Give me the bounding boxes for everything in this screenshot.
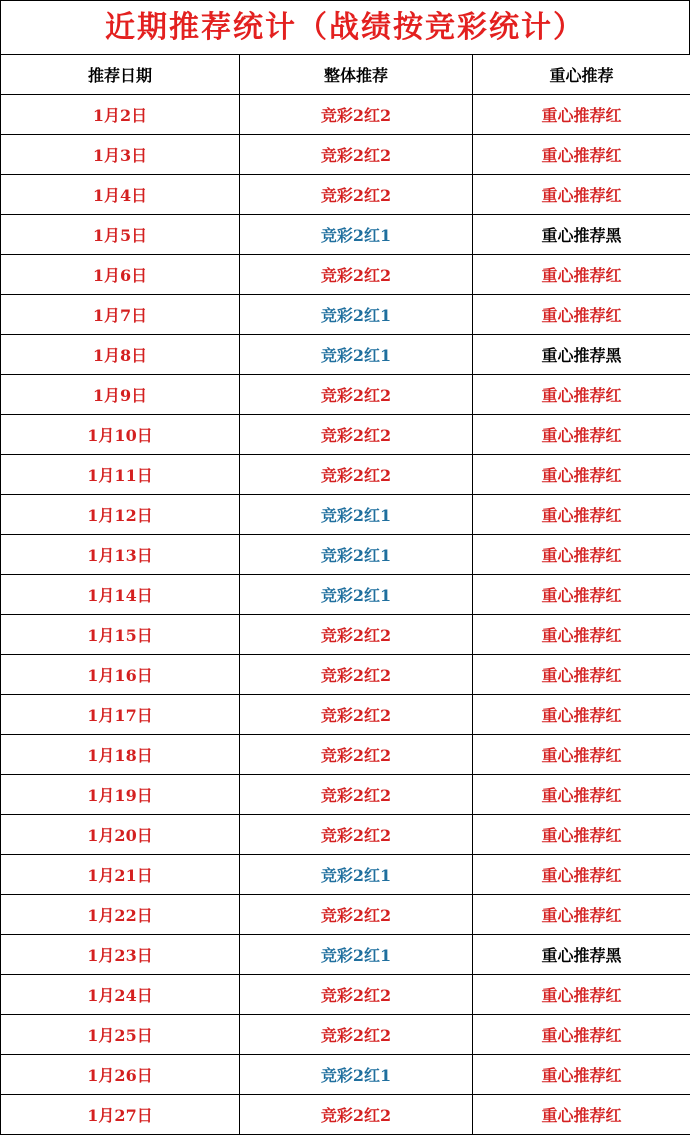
cell-focus: 重心推荐红	[473, 975, 690, 1015]
table-row	[1, 255, 690, 295]
cell-overall: 竞彩2红1	[240, 335, 473, 375]
cell-date: 1月19日	[1, 775, 240, 815]
header-overall: 整体推荐	[240, 55, 473, 95]
cell-date: 1月8日	[1, 335, 240, 375]
cell-focus: 重心推荐红	[473, 655, 690, 695]
cell-date: 1月26日	[1, 1055, 240, 1095]
cell-overall: 竞彩2红1	[240, 575, 473, 615]
cell-focus: 重心推荐红	[473, 855, 690, 895]
cell-date: 1月16日	[1, 655, 240, 695]
cell-overall: 竞彩2红2	[240, 415, 473, 455]
cell-overall: 竞彩2红2	[240, 455, 473, 495]
cell-date: 1月18日	[1, 735, 240, 775]
cell-focus: 重心推荐红	[473, 415, 690, 455]
cell-focus: 重心推荐红	[473, 815, 690, 855]
cell-focus: 重心推荐红	[473, 575, 690, 615]
cell-focus: 重心推荐红	[473, 1095, 690, 1135]
table-row	[1, 1055, 690, 1095]
cell-overall: 竞彩2红1	[240, 935, 473, 975]
cell-date: 1月21日	[1, 855, 240, 895]
table-row	[1, 895, 690, 935]
cell-focus: 重心推荐红	[473, 95, 690, 135]
cell-date: 1月4日	[1, 175, 240, 215]
cell-focus: 重心推荐红	[473, 695, 690, 735]
cell-overall: 竞彩2红1	[240, 535, 473, 575]
cell-focus: 重心推荐红	[473, 175, 690, 215]
cell-focus: 重心推荐红	[473, 735, 690, 775]
cell-date: 1月13日	[1, 535, 240, 575]
table-row	[1, 975, 690, 1015]
cell-focus: 重心推荐黑	[473, 215, 690, 255]
table-row	[1, 375, 690, 415]
table-row	[1, 935, 690, 975]
cell-overall: 竞彩2红2	[240, 375, 473, 415]
cell-date: 1月9日	[1, 375, 240, 415]
cell-overall: 竞彩2红2	[240, 175, 473, 215]
cell-focus: 重心推荐红	[473, 895, 690, 935]
cell-overall: 竞彩2红1	[240, 1055, 473, 1095]
cell-overall: 竞彩2红2	[240, 255, 473, 295]
table-header	[1, 55, 690, 95]
cell-date: 1月5日	[1, 215, 240, 255]
cell-focus: 重心推荐红	[473, 1055, 690, 1095]
cell-date: 1月3日	[1, 135, 240, 175]
cell-overall: 竞彩2红2	[240, 775, 473, 815]
table-row	[1, 655, 690, 695]
table-row	[1, 335, 690, 375]
page-title: 近期推荐统计（战绩按竞彩统计）	[0, 0, 690, 54]
cell-date: 1月7日	[1, 295, 240, 335]
header-row	[1, 55, 690, 95]
header-focus: 重心推荐	[473, 55, 690, 95]
table-row	[1, 415, 690, 455]
cell-focus: 重心推荐红	[473, 135, 690, 175]
cell-date: 1月15日	[1, 615, 240, 655]
table-row	[1, 175, 690, 215]
cell-focus: 重心推荐黑	[473, 935, 690, 975]
table-row	[1, 455, 690, 495]
cell-date: 1月23日	[1, 935, 240, 975]
cell-focus: 重心推荐红	[473, 255, 690, 295]
cell-overall: 竞彩2红2	[240, 655, 473, 695]
cell-overall: 竞彩2红2	[240, 615, 473, 655]
table-row	[1, 535, 690, 575]
cell-date: 1月6日	[1, 255, 240, 295]
cell-date: 1月22日	[1, 895, 240, 935]
cell-date: 1月20日	[1, 815, 240, 855]
cell-date: 1月11日	[1, 455, 240, 495]
table-row	[1, 615, 690, 655]
stats-table	[0, 54, 690, 1135]
cell-overall: 竞彩2红1	[240, 495, 473, 535]
table-row	[1, 855, 690, 895]
cell-focus: 重心推荐红	[473, 1015, 690, 1055]
table-row	[1, 135, 690, 175]
cell-date: 1月14日	[1, 575, 240, 615]
table-row	[1, 1095, 690, 1135]
cell-focus: 重心推荐红	[473, 495, 690, 535]
table-row	[1, 1015, 690, 1055]
cell-focus: 重心推荐红	[473, 455, 690, 495]
cell-date: 1月27日	[1, 1095, 240, 1135]
cell-overall: 竞彩2红2	[240, 95, 473, 135]
cell-overall: 竞彩2红1	[240, 295, 473, 335]
cell-overall: 竞彩2红1	[240, 855, 473, 895]
cell-date: 1月12日	[1, 495, 240, 535]
table-body	[1, 95, 690, 1135]
cell-date: 1月17日	[1, 695, 240, 735]
cell-date: 1月2日	[1, 95, 240, 135]
table-row	[1, 695, 690, 735]
cell-focus: 重心推荐红	[473, 375, 690, 415]
table-row	[1, 735, 690, 775]
cell-overall: 竞彩2红2	[240, 975, 473, 1015]
cell-overall: 竞彩2红2	[240, 1015, 473, 1055]
cell-overall: 竞彩2红2	[240, 735, 473, 775]
table-row	[1, 215, 690, 255]
cell-date: 1月25日	[1, 1015, 240, 1055]
cell-overall: 竞彩2红2	[240, 895, 473, 935]
cell-overall: 竞彩2红1	[240, 215, 473, 255]
table-row	[1, 295, 690, 335]
cell-overall: 竞彩2红2	[240, 135, 473, 175]
table-row	[1, 495, 690, 535]
table-row	[1, 775, 690, 815]
table-row	[1, 575, 690, 615]
cell-overall: 竞彩2红2	[240, 1095, 473, 1135]
cell-focus: 重心推荐红	[473, 615, 690, 655]
cell-focus: 重心推荐黑	[473, 335, 690, 375]
cell-overall: 竞彩2红2	[240, 695, 473, 735]
header-date: 推荐日期	[1, 55, 240, 95]
cell-overall: 竞彩2红2	[240, 815, 473, 855]
table-row	[1, 815, 690, 855]
cell-date: 1月10日	[1, 415, 240, 455]
cell-focus: 重心推荐红	[473, 535, 690, 575]
cell-date: 1月24日	[1, 975, 240, 1015]
cell-focus: 重心推荐红	[473, 775, 690, 815]
table-row	[1, 95, 690, 135]
cell-focus: 重心推荐红	[473, 295, 690, 335]
